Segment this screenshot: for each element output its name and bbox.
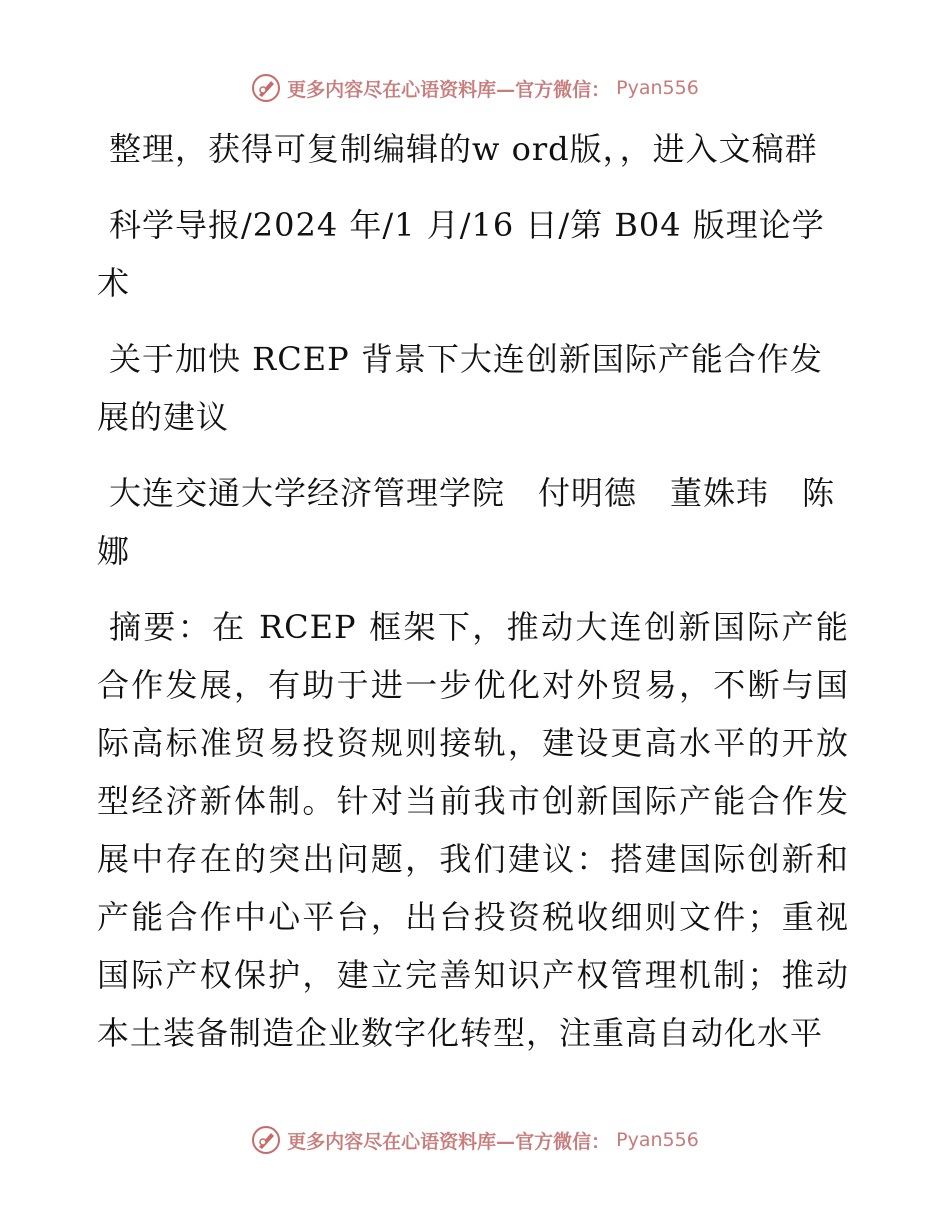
intro-line: 整理，获得可复制编辑的w ord版，，进入文稿群 [109, 130, 818, 168]
watermark-wechat-id: Pyan556 [616, 77, 699, 99]
source-line: 科学导报/2024 年/1 月/16 日/第 B04 版理论学术 [97, 206, 825, 302]
watermark-wechat-id: Pyan556 [616, 1129, 699, 1151]
quill-logo-icon [251, 73, 281, 103]
abstract-paragraph: 摘要：在 RCEP 框架下，推动大连创新国际产能合作发展，有助于进一步优化对外贸易，不断与国际高标准贸易投资规则接轨，建设更高水平的开放型经济新体制。针对当前我市创新国际产能合作发展中存在的突出问题，我们建议：搭建国际创新和产能合作中心平台，出台投资税收细则文件；重视国际产权保护，建立完善知识产权管理机制；推动本土装备制造企业数字化转型，注重高自动化水平 [97, 608, 849, 1052]
document-body [97, 120, 849, 1080]
quill-logo-icon [251, 1125, 281, 1155]
footer-watermark [0, 1120, 950, 1160]
watermark-text: 更多内容尽在心语资料库—官方微信： [287, 78, 611, 101]
article-title: 关于加快 RCEP 背景下大连创新国际产能合作发展的建议 [97, 340, 823, 436]
author-line: 大连交通大学经济管理学院 付明德 董姝玮 陈娜 [97, 474, 836, 570]
watermark-text: 更多内容尽在心语资料库—官方微信： [287, 1130, 611, 1153]
header-watermark [0, 68, 950, 108]
